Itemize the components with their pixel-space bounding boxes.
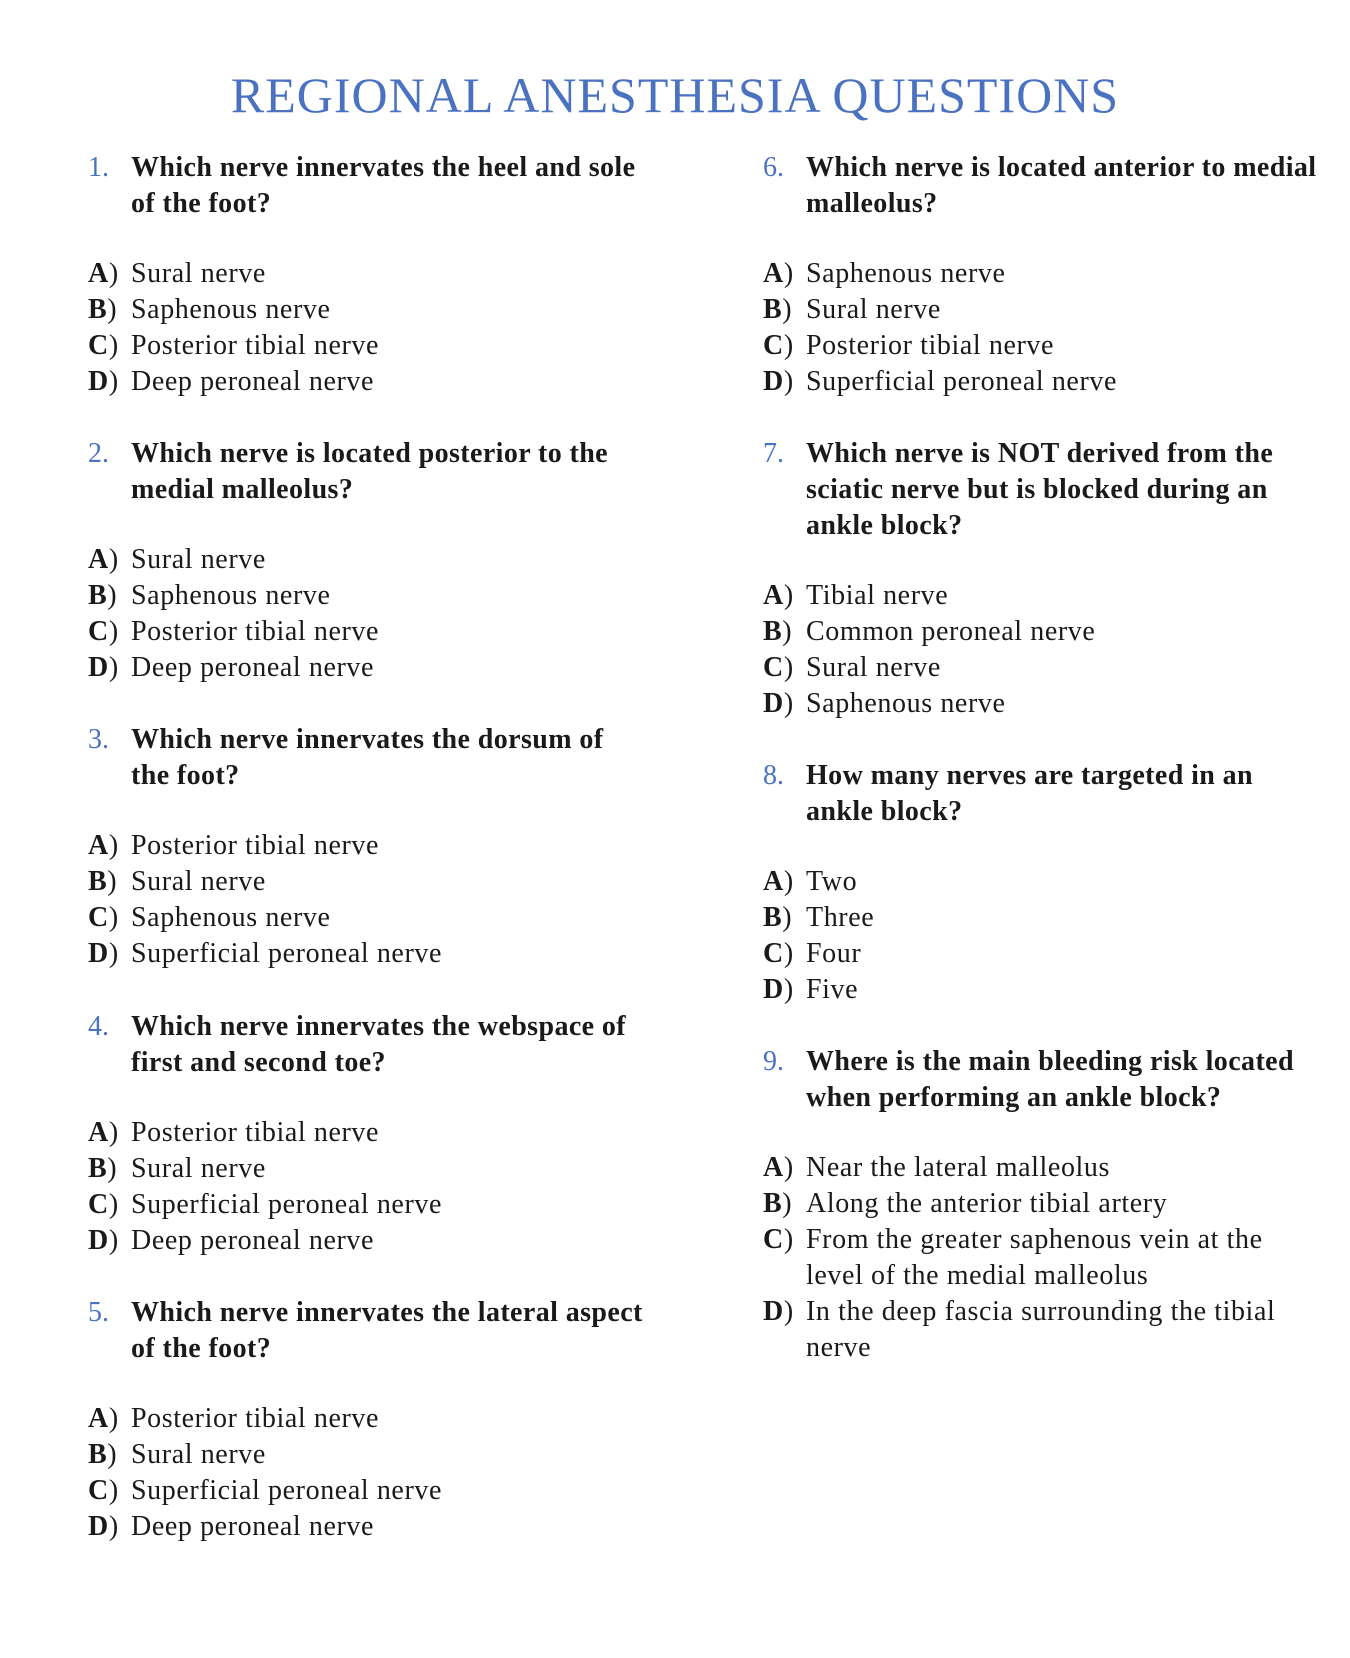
option-text: Sural nerve xyxy=(131,258,266,289)
answer-options xyxy=(763,578,1323,722)
option-b[interactable] xyxy=(763,292,1323,328)
question-text: Which nerve innervates the heel and sole of the foot? xyxy=(131,152,636,219)
option-letter: B) xyxy=(88,580,118,611)
option-d[interactable] xyxy=(88,1509,648,1545)
option-text: Posterior tibial nerve xyxy=(131,1403,380,1434)
option-text: Sural nerve xyxy=(806,652,941,683)
question-number: 6. xyxy=(763,152,784,183)
question-4 xyxy=(88,1009,648,1259)
option-text: Four xyxy=(806,938,862,969)
option-text: Saphenous nerve xyxy=(131,294,331,325)
question-5 xyxy=(88,1295,648,1545)
option-b[interactable] xyxy=(763,900,1323,936)
option-d[interactable] xyxy=(88,650,648,686)
option-letter: C) xyxy=(88,330,119,361)
option-letter: D) xyxy=(763,1296,794,1327)
option-b[interactable] xyxy=(88,1437,648,1473)
option-c[interactable] xyxy=(763,650,1323,686)
option-text: Deep peroneal nerve xyxy=(131,1511,375,1542)
option-a[interactable] xyxy=(88,1115,648,1151)
answer-options xyxy=(88,1401,648,1545)
option-c[interactable] xyxy=(763,328,1323,364)
option-text: Sural nerve xyxy=(131,1153,266,1184)
option-letter: C) xyxy=(88,1475,119,1506)
option-a[interactable] xyxy=(88,256,648,292)
question-6 xyxy=(763,150,1323,400)
option-letter: C) xyxy=(88,616,119,647)
question-text: Which nerve innervates the lateral aspect of the foot? xyxy=(131,1297,643,1364)
question-8 xyxy=(763,758,1323,1008)
option-text: Deep peroneal nerve xyxy=(131,1225,375,1256)
question-1 xyxy=(88,150,648,400)
option-c[interactable] xyxy=(88,1473,648,1509)
option-text: Sural nerve xyxy=(131,1439,266,1470)
option-letter: C) xyxy=(88,902,119,933)
option-text: Two xyxy=(806,866,858,897)
option-c[interactable] xyxy=(88,614,648,650)
option-d[interactable] xyxy=(763,686,1323,722)
option-text: Sural nerve xyxy=(806,294,941,325)
option-text: From the greater saphenous vein at the level of the medial malleolus xyxy=(806,1224,1263,1291)
option-letter: C) xyxy=(763,652,794,683)
option-letter: A) xyxy=(88,258,119,289)
option-letter: B) xyxy=(763,902,793,933)
option-letter: A) xyxy=(763,866,794,897)
option-letter: B) xyxy=(88,1439,118,1470)
option-b[interactable] xyxy=(88,864,648,900)
question-text: Which nerve is NOT derived from the sciatic nerve but is blocked during an ankle block? xyxy=(806,438,1274,541)
option-b[interactable] xyxy=(763,1186,1323,1222)
option-text: Superficial peroneal nerve xyxy=(131,938,443,969)
option-letter: D) xyxy=(88,1225,119,1256)
option-d[interactable] xyxy=(88,1223,648,1259)
option-b[interactable] xyxy=(88,578,648,614)
option-text: Posterior tibial nerve xyxy=(131,616,380,647)
option-d[interactable] xyxy=(88,364,648,400)
option-c[interactable] xyxy=(763,936,1323,972)
option-letter: A) xyxy=(88,544,119,575)
option-text: Posterior tibial nerve xyxy=(131,330,380,361)
option-c[interactable] xyxy=(763,1222,1323,1294)
option-text: Posterior tibial nerve xyxy=(131,830,380,861)
option-text: Along the anterior tibial artery xyxy=(806,1188,1168,1219)
option-text: Superficial peroneal nerve xyxy=(131,1475,443,1506)
option-letter: C) xyxy=(763,938,794,969)
option-text: Saphenous nerve xyxy=(131,902,331,933)
question-3 xyxy=(88,722,648,972)
option-a[interactable] xyxy=(763,578,1323,614)
question-text: Where is the main bleeding risk located when performing an ankle block? xyxy=(806,1046,1294,1113)
option-letter: A) xyxy=(763,580,794,611)
option-b[interactable] xyxy=(88,1151,648,1187)
answer-options xyxy=(763,256,1323,400)
question-number: 4. xyxy=(88,1011,109,1042)
option-a[interactable] xyxy=(88,1401,648,1437)
option-letter: B) xyxy=(763,1188,793,1219)
option-letter: B) xyxy=(88,294,118,325)
option-letter: C) xyxy=(88,1189,119,1220)
option-b[interactable] xyxy=(88,292,648,328)
option-c[interactable] xyxy=(88,328,648,364)
option-text: Superficial peroneal nerve xyxy=(806,366,1118,397)
answer-options xyxy=(763,1150,1323,1366)
option-text: Superficial peroneal nerve xyxy=(131,1189,443,1220)
option-letter: B) xyxy=(763,294,793,325)
option-text: Tibial nerve xyxy=(806,580,949,611)
option-letter: D) xyxy=(88,366,119,397)
option-letter: D) xyxy=(88,938,119,969)
question-text: Which nerve innervates the webspace of first and second toe? xyxy=(131,1011,627,1078)
option-letter: B) xyxy=(88,866,118,897)
option-text: Deep peroneal nerve xyxy=(131,366,375,397)
question-7 xyxy=(763,436,1323,722)
question-9 xyxy=(763,1044,1323,1366)
option-text: Posterior tibial nerve xyxy=(131,1117,380,1148)
option-text: Saphenous nerve xyxy=(806,688,1006,719)
option-text: Saphenous nerve xyxy=(131,580,331,611)
option-text: Common peroneal nerve xyxy=(806,616,1096,647)
option-text: Three xyxy=(806,902,875,933)
option-c[interactable] xyxy=(88,900,648,936)
option-d[interactable] xyxy=(763,364,1323,400)
option-a[interactable] xyxy=(88,828,648,864)
option-d[interactable] xyxy=(88,936,648,972)
option-letter: D) xyxy=(88,1511,119,1542)
option-a[interactable] xyxy=(763,864,1323,900)
option-letter: D) xyxy=(763,974,794,1005)
option-letter: B) xyxy=(88,1153,118,1184)
question-number: 2. xyxy=(88,438,109,469)
option-letter: B) xyxy=(763,616,793,647)
option-letter: A) xyxy=(763,1152,794,1183)
answer-options xyxy=(88,542,648,686)
option-text: Posterior tibial nerve xyxy=(806,330,1055,361)
question-text: Which nerve is located posterior to the medial malleolus? xyxy=(131,438,609,505)
question-number: 7. xyxy=(763,438,784,469)
question-number: 3. xyxy=(88,724,109,755)
answer-options xyxy=(88,256,648,400)
option-b[interactable] xyxy=(763,614,1323,650)
option-text: In the deep fascia surrounding the tibial nerve xyxy=(806,1296,1276,1363)
option-text: Five xyxy=(806,974,859,1005)
option-letter: A) xyxy=(88,830,119,861)
option-letter: D) xyxy=(763,688,794,719)
option-letter: D) xyxy=(88,652,119,683)
question-text: How many nerves are targeted in an ankle block? xyxy=(806,760,1254,827)
option-letter: C) xyxy=(763,330,794,361)
answer-options xyxy=(88,828,648,972)
option-letter: A) xyxy=(88,1117,119,1148)
option-text: Sural nerve xyxy=(131,544,266,575)
question-number: 1. xyxy=(88,152,109,183)
page-title: REGIONAL ANESTHESIA QUESTIONS xyxy=(230,67,1120,123)
option-letter: D) xyxy=(763,366,794,397)
question-2 xyxy=(88,436,648,686)
question-number: 9. xyxy=(763,1046,784,1077)
option-a[interactable] xyxy=(88,542,648,578)
question-text: Which nerve innervates the dorsum of the foot? xyxy=(131,724,604,791)
option-text: Near the lateral malleolus xyxy=(806,1152,1111,1183)
option-d[interactable] xyxy=(763,1294,1323,1366)
answer-options xyxy=(763,864,1323,1008)
option-c[interactable] xyxy=(88,1187,648,1223)
option-a[interactable] xyxy=(763,256,1323,292)
question-number: 5. xyxy=(88,1297,109,1328)
option-a[interactable] xyxy=(763,1150,1323,1186)
question-text: Which nerve is located anterior to medial malleolus? xyxy=(806,152,1317,219)
option-d[interactable] xyxy=(763,972,1323,1008)
option-text: Saphenous nerve xyxy=(806,258,1006,289)
option-letter: A) xyxy=(88,1403,119,1434)
question-number: 8. xyxy=(763,760,784,791)
answer-options xyxy=(88,1115,648,1259)
option-letter: C) xyxy=(763,1224,794,1255)
option-letter: A) xyxy=(763,258,794,289)
option-text: Sural nerve xyxy=(131,866,266,897)
option-text: Deep peroneal nerve xyxy=(131,652,375,683)
